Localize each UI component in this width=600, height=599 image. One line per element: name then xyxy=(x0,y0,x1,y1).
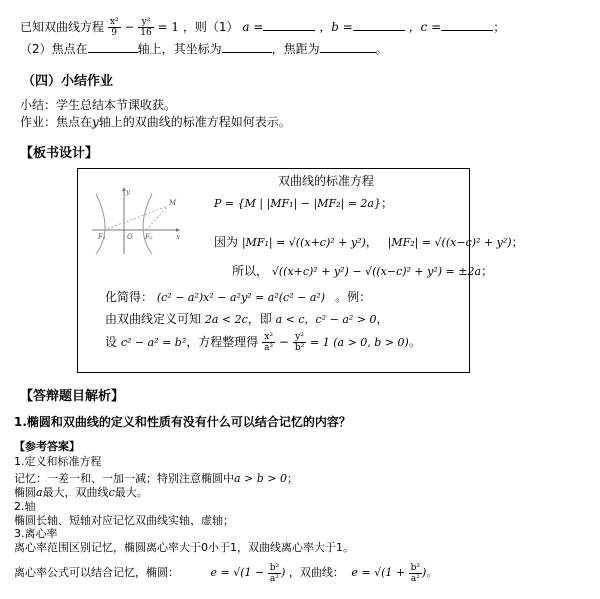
c-label: ，c = xyxy=(408,20,442,34)
right-branch xyxy=(143,194,152,254)
minus-sign: − xyxy=(124,20,135,34)
focal-length-label: ，焦距为 xyxy=(271,42,320,56)
answer-item-2: 记忆：一差一和、一加一减；特别注意椭圆中a > b > 0； xyxy=(14,472,299,485)
distance-formulas: 因为 |MF₁| = √((x+c)² + y²)， |MF₂| = √((x−c)² + y²)； xyxy=(214,235,524,249)
b-answer-blank[interactable] xyxy=(353,19,405,31)
axis-answer-blank[interactable] xyxy=(88,41,138,53)
answer-item-6: 3.离心率 xyxy=(14,527,58,540)
problem-intro: 已知双曲线方程 xyxy=(20,20,105,34)
homework-text: 作业：焦点在y轴上的双曲线的标准方程如何表示。 xyxy=(20,115,291,129)
section-summary-heading: （四）小结作业 xyxy=(22,74,114,89)
left-branch xyxy=(96,194,105,254)
qa-question: 1.椭圆和双曲线的定义和性质有没有什么可以结合记忆的内容？ xyxy=(14,415,351,429)
standard-equation-line: 设 c² − a² = b²，方程整理得 $\frac{\text{x²}}{\text{a²}}$ − $\frac{\text{y²}}{\text{b²}}$ = 1 (a > 0, b > 0)。 xyxy=(105,332,421,353)
fraction-y2-over-b2: $\frac{\text{y²}}{\text{b²}}$ xyxy=(294,332,305,353)
problem-line-1 xyxy=(20,12,505,42)
period: 。 xyxy=(375,42,388,56)
answer-item-4: 2.轴 xyxy=(14,500,36,513)
fraction-x2-over-a2: $\frac{\text{x²}}{\text{a²}}$ xyxy=(264,332,274,353)
segment-mf1 xyxy=(104,206,168,230)
board-title: 双曲线的标准方程 xyxy=(278,174,375,188)
definition-inequality: 由双曲线定义可知 2a < 2c，即 a < c，c² − a² > 0， xyxy=(105,312,389,326)
equals-one: = 1 xyxy=(157,20,180,34)
answer-item-3: 椭圆a最大，双曲线c最大。 xyxy=(14,486,148,499)
coordinates-label: 轴上，其坐标为 xyxy=(137,42,222,56)
eccentricity-formulas: 离心率公式可以结合记忆，椭圆： e = √(1 − $\frac{\text{b²}}{\text{a²}}$ ) ，双曲线： e = √(1 + $\frac{\text{b²}}{\text{a²}}$ )。 xyxy=(14,562,438,584)
segment-mf2 xyxy=(146,206,168,230)
qa-heading: 【答辩题目解析】 xyxy=(20,389,125,404)
coordinates-answer-blank[interactable] xyxy=(222,41,272,53)
then-label: ，则（1） xyxy=(182,20,239,34)
y-axis-label: y xyxy=(126,188,130,196)
simplified-equation: 化简得： (c² − a²)x² − a²y² = a²(c² − a²) 。例： xyxy=(105,290,372,304)
semicolon: ； xyxy=(493,20,506,34)
a-label: a = xyxy=(242,20,264,34)
focus-axis-label: （2）焦点在 xyxy=(20,42,88,56)
hyperbola-diagram xyxy=(90,186,182,256)
fraction-hyperbola-b2-a2: $\frac{\text{b²}}{\text{a²}}$ xyxy=(410,562,421,584)
x-axis-label: x xyxy=(176,233,180,241)
c-answer-blank[interactable] xyxy=(441,19,493,31)
fraction-y2-over-16: $\frac{\text{y²}}{16}$ xyxy=(140,17,152,38)
answer-item-7: 离心率范围区别记忆，椭圆离心率大于0小于1，双曲线离心率大于1。 xyxy=(14,541,354,554)
origin-label: O xyxy=(127,233,133,241)
b-label: ，b = xyxy=(319,20,353,34)
fraction-x2-over-9: $\frac{\text{x²}}{9}$ xyxy=(109,17,119,38)
difference-equation: 所以， √((x+c)² + y²) − √((x−c)² + y²) = ±2a； xyxy=(232,264,494,278)
problem-line-2 xyxy=(20,40,388,57)
fraction-ellipse-b2-a2: $\frac{\text{b²}}{\text{a²}}$ xyxy=(269,562,280,584)
focus-f1-label: F₁ xyxy=(98,233,106,241)
board-design-heading: 【板书设计】 xyxy=(20,146,99,161)
answer-item-1: 1.定义和标准方程 xyxy=(14,455,102,468)
focus-f2-label: F₂ xyxy=(145,233,153,241)
answer-heading: 【参考答案】 xyxy=(14,440,80,453)
a-answer-blank[interactable] xyxy=(263,19,315,31)
set-definition: P = {M | |MF₁| − |MF₂| = 2a}； xyxy=(214,196,393,210)
point-m-label: M xyxy=(169,199,177,207)
focal-length-answer-blank[interactable] xyxy=(320,41,376,53)
summary-text: 小结：学生总结本节课收获。 xyxy=(20,98,177,112)
answer-item-5: 椭圆长轴、短轴对应记忆双曲线实轴、虚轴； xyxy=(14,514,234,527)
